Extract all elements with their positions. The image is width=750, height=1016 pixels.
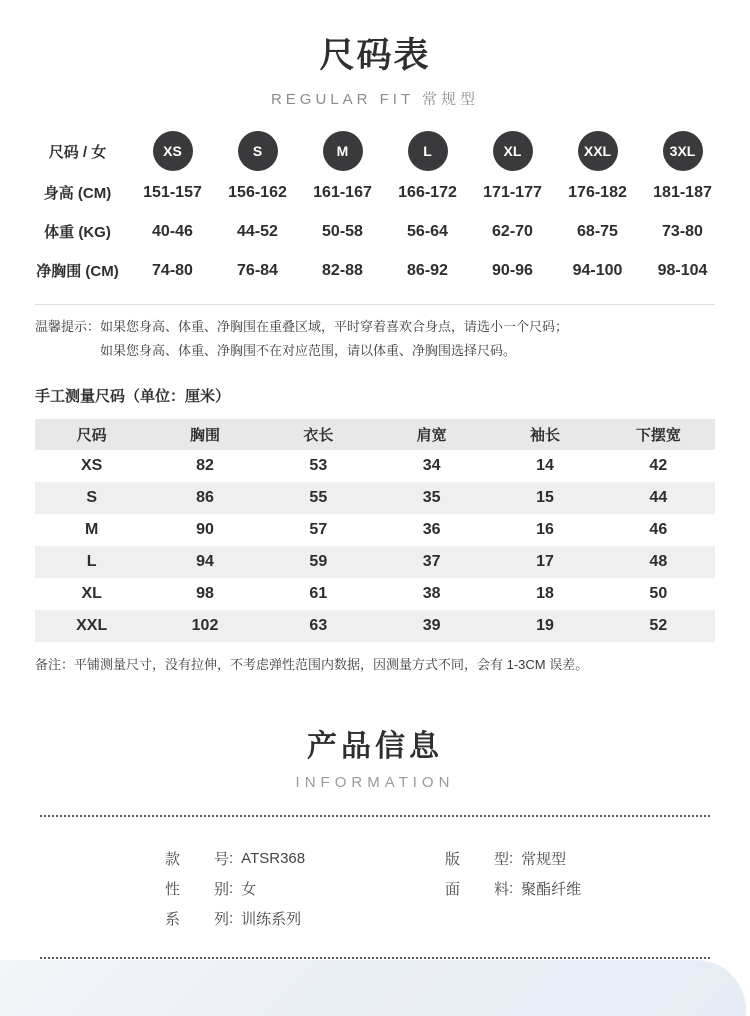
table-row-xxl	[35, 610, 715, 642]
cell: 98	[196, 585, 214, 602]
field-colon: :	[509, 879, 514, 897]
cell: 90	[196, 521, 214, 538]
tips-line-2: 如果您身高、体重、净胸围不在对应范围，请以体重、净胸围选择尺码。	[100, 343, 517, 358]
product-photo-top-edge	[0, 960, 746, 1016]
product-info-subtitle: INFORMATION	[295, 774, 455, 791]
cell: XS	[80, 457, 103, 474]
cell: 86	[196, 489, 214, 506]
chest-row-label: 净胸围 (CM)	[36, 263, 119, 280]
table-row-m	[35, 514, 715, 546]
measure-table-title: 手工测量尺码（单位：厘米）	[35, 388, 231, 405]
height-value: 176-182	[568, 183, 627, 201]
chest-value: 76-84	[237, 261, 278, 279]
field-colon: :	[229, 879, 234, 897]
measure-table-header-row	[35, 419, 715, 450]
field-colon: :	[229, 849, 234, 867]
product-gender	[165, 873, 445, 903]
cell: 14	[536, 457, 554, 474]
col-header-sleeve: 袖长	[529, 427, 560, 444]
chest-value: 98-104	[657, 261, 708, 279]
size-badge-cell	[470, 129, 555, 173]
measure-table	[35, 419, 715, 642]
product-info-header	[0, 721, 750, 791]
size-badge-cell	[385, 129, 470, 173]
size-badge-3xl: 3XL	[663, 131, 703, 171]
col-header-shoulder: 肩宽	[416, 427, 447, 444]
product-series	[165, 903, 445, 933]
col-header-hem: 下摆宽	[635, 427, 681, 444]
size-row-label: 尺码 / 女	[48, 143, 107, 161]
cell: 82	[196, 457, 214, 474]
field-label: 系列	[165, 910, 229, 928]
cell: 36	[422, 521, 441, 538]
chest-value: 82-88	[322, 261, 363, 279]
table-row-s	[35, 482, 715, 514]
height-row-label: 身高 (CM)	[43, 185, 112, 202]
dotted-divider-bottom	[40, 957, 710, 959]
cell: 50	[649, 585, 668, 602]
weight-value: 73-80	[662, 222, 703, 240]
cell: 94	[196, 553, 214, 570]
size-badge-l: L	[408, 131, 448, 171]
weight-value: 40-46	[152, 222, 193, 240]
dotted-divider-top	[40, 815, 710, 817]
height-value: 151-157	[143, 183, 202, 201]
cell: 46	[649, 521, 668, 538]
col-header-bust: 胸围	[189, 427, 220, 444]
height-value: 181-187	[653, 183, 712, 201]
cell: 39	[422, 617, 441, 634]
size-badge-xs: XS	[153, 131, 193, 171]
cell: M	[85, 521, 99, 538]
size-badge-s: S	[238, 131, 278, 171]
cell: 35	[422, 489, 441, 506]
cell: 63	[309, 617, 328, 634]
product-fabric	[445, 873, 750, 903]
col-header-length: 衣长	[303, 427, 334, 444]
cell: 55	[309, 489, 328, 506]
field-value: 女	[241, 880, 257, 898]
cell: 37	[422, 553, 441, 570]
cell: 48	[649, 553, 668, 570]
field-label: 性别	[165, 880, 229, 898]
page-subtitle: REGULAR FIT 常规型	[270, 91, 480, 108]
product-info-left-column	[165, 843, 445, 933]
field-label: 面料	[445, 880, 509, 898]
cell: 44	[649, 489, 668, 506]
page-title: 尺码表	[319, 36, 431, 75]
field-value: 常规型	[521, 850, 567, 868]
product-fit	[445, 843, 750, 873]
weight-value: 56-64	[407, 222, 448, 240]
cell: 61	[309, 585, 328, 602]
col-header-size: 尺码	[76, 427, 107, 444]
weight-row-label: 体重 (KG)	[44, 224, 111, 241]
field-value: 训练系列	[241, 910, 302, 928]
tips-text	[100, 315, 568, 363]
cell: L	[86, 553, 97, 570]
table-row-xs	[35, 450, 715, 482]
chest-value: 94-100	[572, 261, 623, 279]
height-value: 156-162	[228, 183, 287, 201]
table-row-l	[35, 546, 715, 578]
cell: 38	[422, 585, 441, 602]
weight-value: 44-52	[237, 222, 278, 240]
cell: XL	[81, 585, 102, 602]
cell: 19	[536, 617, 554, 634]
size-badge-m: M	[323, 131, 363, 171]
weight-value: 50-58	[322, 222, 363, 240]
cell: 42	[649, 457, 668, 474]
cell: 34	[422, 457, 441, 474]
size-badge-cell	[215, 129, 300, 173]
cell: 16	[536, 521, 554, 538]
cell: S	[86, 489, 97, 506]
field-value: 聚酯纤维	[521, 880, 582, 898]
size-badge-cell	[555, 129, 640, 173]
cell: 102	[191, 617, 219, 634]
height-value: 171-177	[483, 183, 542, 201]
cell: XXL	[76, 617, 108, 634]
product-info-list	[165, 843, 750, 933]
size-chart-header	[0, 0, 750, 109]
size-badge-cell	[130, 129, 215, 173]
cell: 59	[309, 553, 328, 570]
product-info-right-column	[445, 843, 750, 903]
field-label: 款号	[165, 850, 229, 868]
chest-value: 74-80	[152, 261, 193, 279]
table-row-xl	[35, 578, 715, 610]
product-style-number	[165, 843, 445, 873]
height-value: 161-167	[313, 183, 372, 201]
size-chart-table	[25, 129, 725, 290]
cell: 18	[536, 585, 554, 602]
tips-line-1: 如果您身高、体重、净胸围在重叠区域，平时穿着喜欢合身点，请选小一个尺码；	[100, 319, 569, 334]
cell: 15	[536, 489, 554, 506]
weight-value: 62-70	[492, 222, 533, 240]
field-value: ATSR368	[241, 849, 306, 867]
size-badge-xxl: XXL	[578, 131, 618, 171]
field-colon: :	[509, 849, 514, 867]
cell: 57	[309, 521, 328, 538]
cell: 53	[309, 457, 328, 474]
measure-note: 备注：平铺测量尺寸，没有拉伸，不考虑弹性范围内数据，因测量方式不同，会有 1-3CM 误差。	[35, 657, 589, 672]
size-badge-cell	[300, 129, 385, 173]
product-info-title: 产品信息	[307, 730, 443, 763]
weight-value: 68-75	[577, 222, 618, 240]
tips-label: 温馨提示：	[35, 319, 101, 334]
field-colon: :	[229, 909, 234, 927]
size-badge-xl: XL	[493, 131, 533, 171]
field-label: 版型	[445, 850, 509, 868]
cell: 17	[536, 553, 554, 570]
size-badge-cell	[640, 129, 725, 173]
cell: 52	[649, 617, 668, 634]
section-divider	[35, 304, 715, 305]
size-tips	[35, 315, 715, 363]
chest-value: 86-92	[407, 261, 448, 279]
height-value: 166-172	[398, 183, 457, 201]
chest-value: 90-96	[492, 261, 533, 279]
